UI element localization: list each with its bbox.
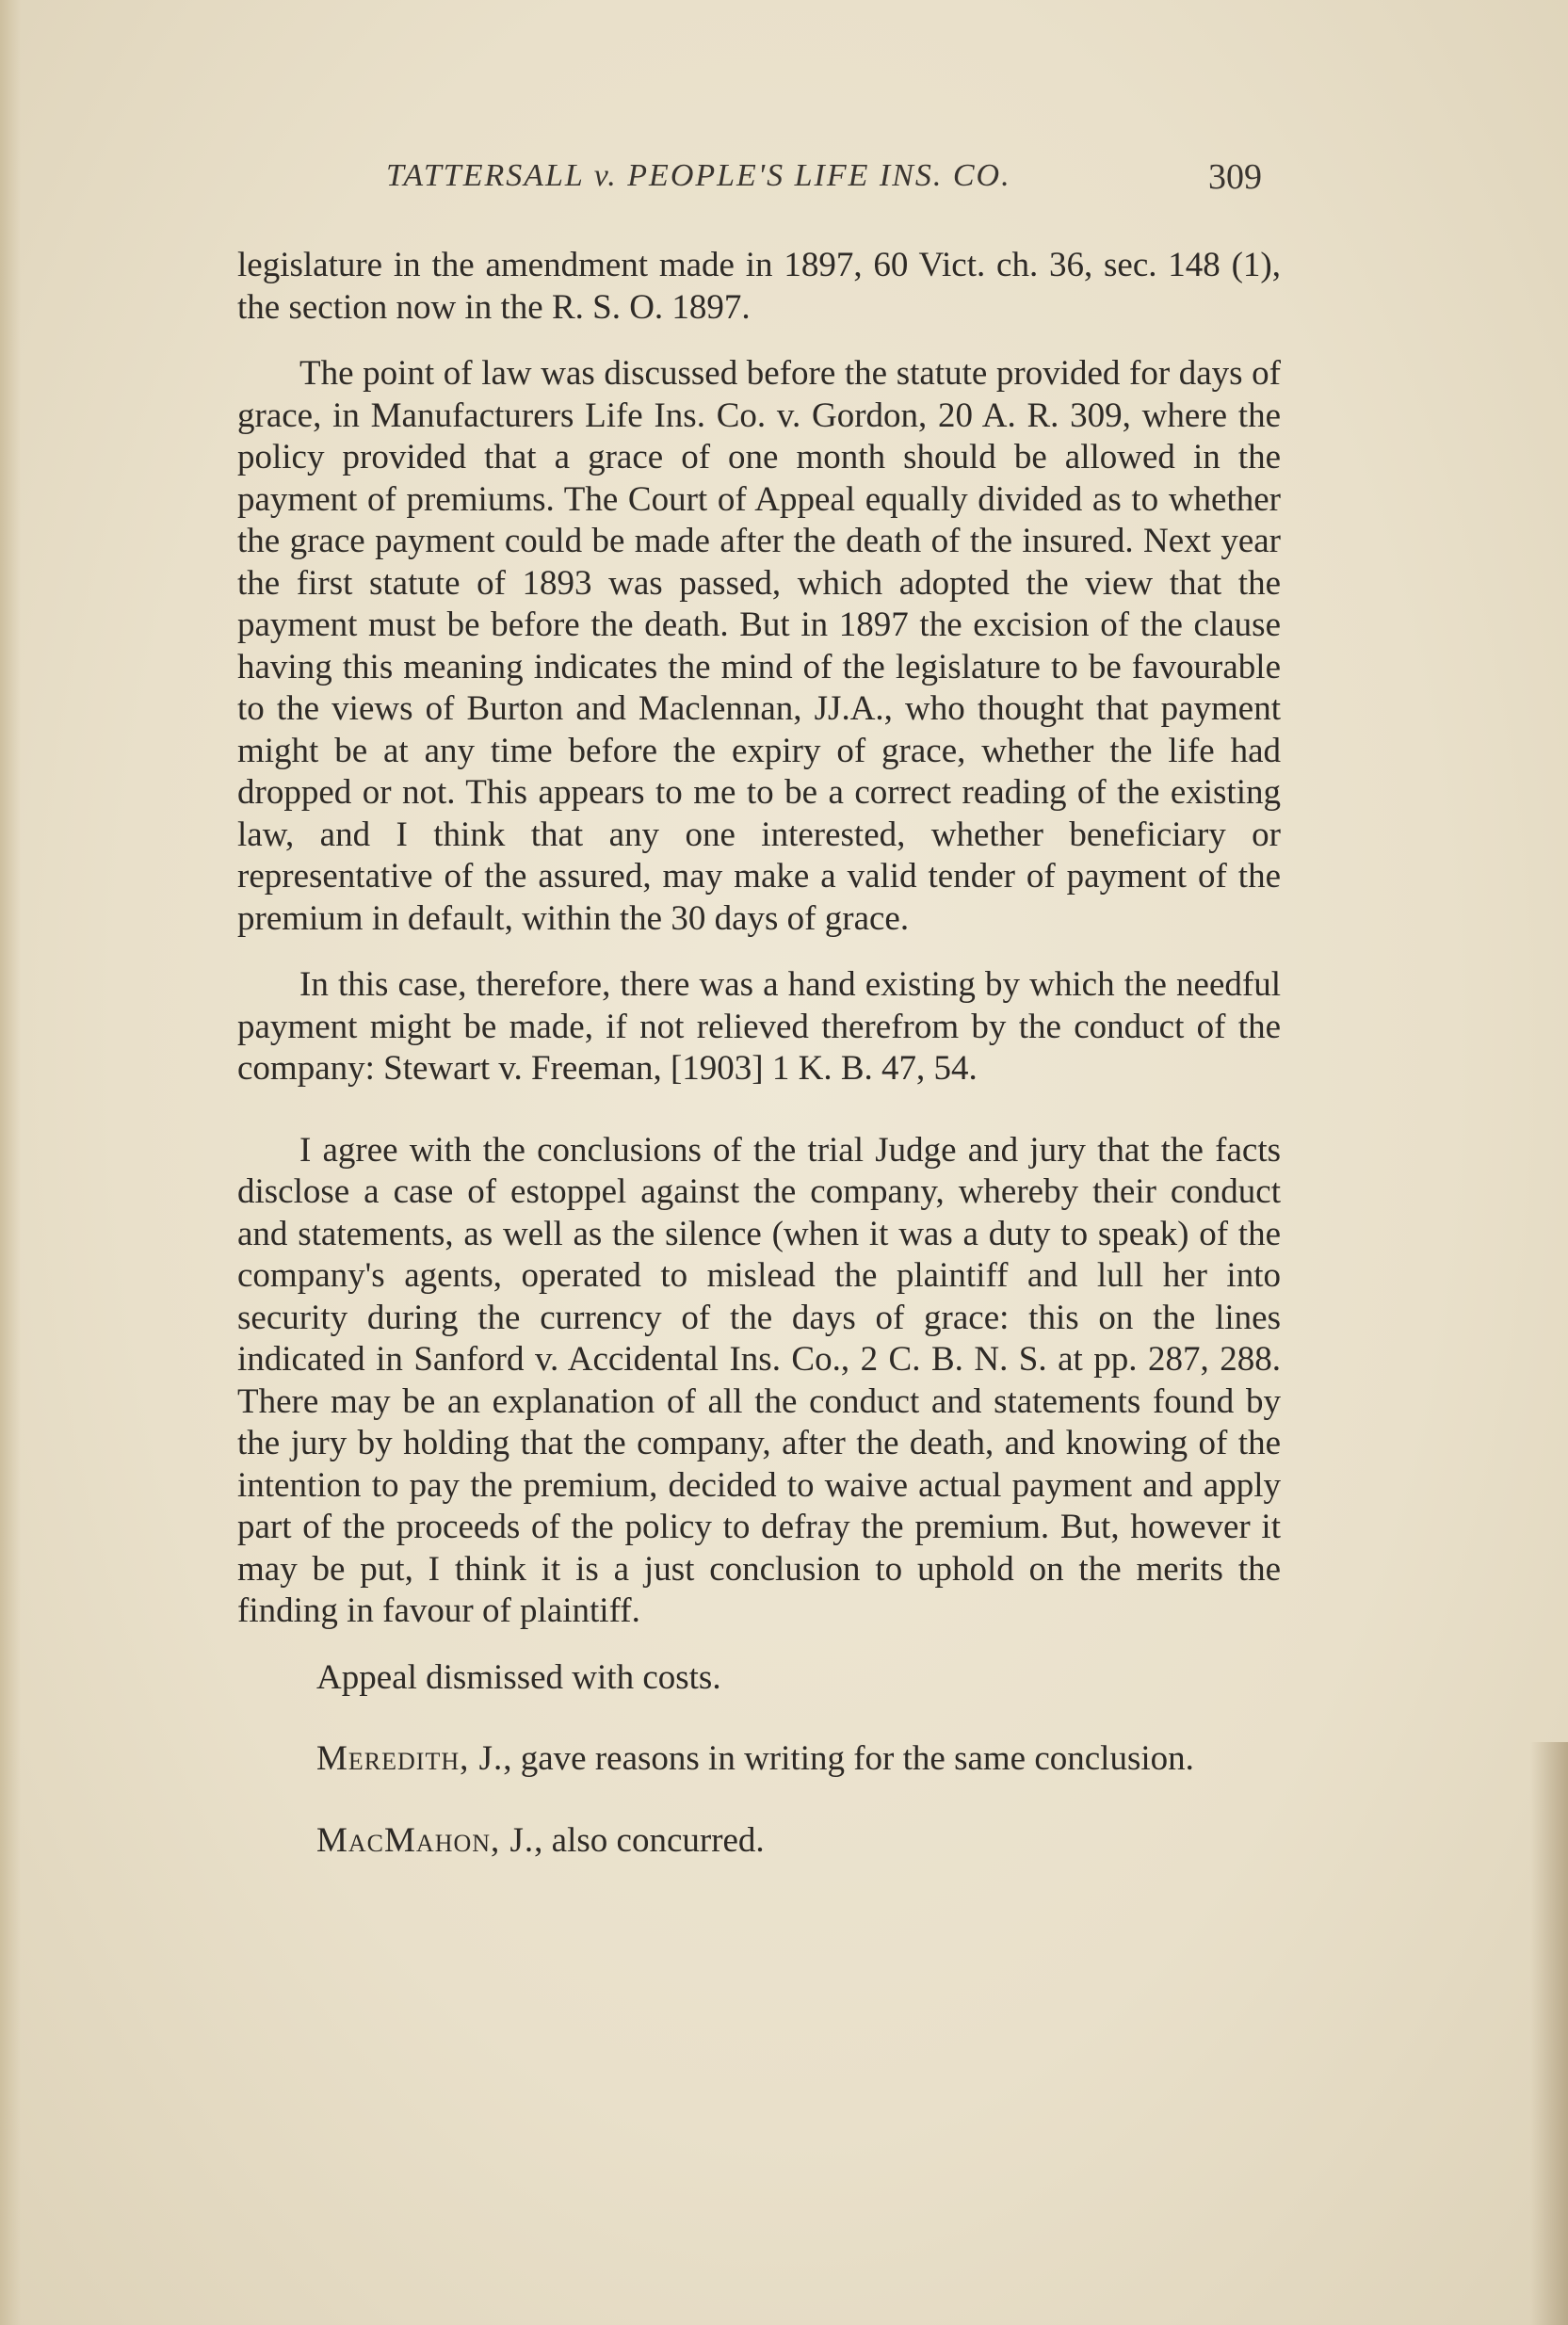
paragraph-disposition: Appeal dismissed with costs. [316, 1657, 721, 1697]
judge-name: Meredith, J. [316, 1739, 504, 1778]
paragraph-needful-payment: In this case, therefore, there was a hand existing by which the needful payment might be made, if not relieved therefrom by the conduct of the company: Stewart v. Freeman, [1903] 1 K. B. 47, 54. [237, 965, 1281, 1088]
page-header [235, 158, 1262, 205]
page-body [237, 245, 1281, 1862]
paragraph-continuation: legislature in the amendment made in 1897, 60 Vict. ch. 36, sec. 148 (1), the section now in the R. S. O. 1897. [237, 246, 1281, 327]
running-title: TATTERSALL v. PEOPLE'S LIFE INS. CO. [386, 158, 1011, 193]
page-gutter-shadow [0, 0, 21, 2325]
concurrence-meredith [237, 1738, 1281, 1781]
page-edge-shadow [1530, 1742, 1568, 2325]
concurrence-text: , gave reasons in writing for the same conclusion. [503, 1739, 1194, 1778]
page-number: 309 [1208, 157, 1262, 197]
concurrence-text: , also concurred. [534, 1820, 765, 1860]
paragraph-estoppel: I agree with the conclusions of the trial Judge and jury that the facts disclose a case of estoppel against the company, whereby their conduct and statements, as well as the silence (when it was a duty to speak) of the company's agents, operated to mislead the plaintiff and lull her into security during the currency of the days of grace: this on the lines indicated in Sanford v. Accidental Ins. Co., 2 C. B. N. S. at pp. 287, 288. There may be an explanation of all the conduct and statements found by the jury by holding that the company, after the death, and knowing of the intention to pay the premium, decided to waive actual payment and apply part of the proceeds of the policy to defray the premium. But, however it may be put, I think it is a just conclusion to uphold on the merits the finding in favour of plaintiff. [237, 1130, 1281, 1630]
paragraph-point-of-law: The point of law was discussed before the statute provided for days of grace, in Manufacturers Life Ins. Co. v. Gordon, 20 A. R. 309, where the policy provided that a grace of one month should be allowed in the payment of premiums. The Court of Appeal equally divided as to whether the grace payment could be made after the death of the insured. Next year the first statute of 1893 was passed, which adopted the view that the payment must be before the death. But in 1897 the excision of the clause having this meaning indicates the mind of the legislature to be favourable to the views of Burton and Maclennan, JJ.A., who thought that payment might be at any time before the expiry of grace, whether the life had dropped or not. This appears to me to be a correct reading of the existing law, and I think that any one interested, whether beneficiary or representative of the assured, may make a valid tender of payment of the premium in default, within the 30 days of grace. [237, 354, 1281, 938]
concurrence-macmahon [237, 1820, 1281, 1863]
judge-name: MacMahon, J. [316, 1820, 535, 1860]
